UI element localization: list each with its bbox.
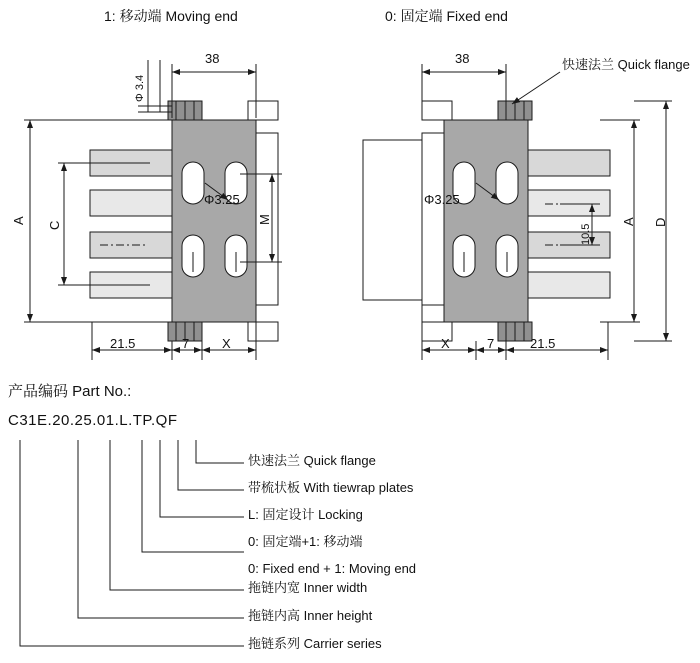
dim-label-x-left: X (222, 336, 231, 351)
dim-label-38-right: 38 (455, 51, 470, 66)
dim-label-phi34: Φ 3.4 (134, 74, 146, 102)
left-chain-links (90, 150, 175, 298)
partno-code: C31E.20.25.01.L.TP.QF (8, 412, 178, 429)
partno-leader-lines (20, 440, 244, 646)
dim-label-A-right: A (621, 217, 636, 226)
partno-legend-inner-width: 拖链内宽 Inner width (248, 580, 368, 595)
partno-legend-carrier-series: 拖链系列 Carrier series (248, 636, 382, 651)
dim-label-10-5: 10.5 (580, 223, 592, 245)
dim-label-x-right: X (441, 336, 450, 351)
callout-quick-flange: 快速法兰 Quick flange (562, 57, 690, 72)
dim-label-M: M (257, 214, 272, 225)
partno-legend-ends-cn: 0: 固定端+1: 移动端 (248, 534, 363, 549)
dim-label-offset-right: 21.5 (530, 336, 556, 351)
right-chain-links (525, 150, 610, 298)
partno-legend-tiewrap-plates: 带梳状板 With tiewrap plates (248, 480, 414, 495)
dim-label-phi325-left: Φ3.25 (204, 192, 240, 207)
partno-legend-ends-en: 0: Fixed end + 1: Moving end (248, 561, 417, 576)
dim-label-7-left: 7 (182, 336, 190, 351)
title-fixed-end: 0: 固定端 Fixed end (385, 8, 508, 24)
dim-label-C: C (47, 220, 62, 230)
dim-label-38-left: 38 (205, 51, 220, 66)
title-moving-end: 1: 移动端 Moving end (104, 8, 238, 24)
partno-heading: 产品编码 Part No.: (8, 383, 132, 400)
dim-label-phi325-right: Φ3.25 (424, 192, 460, 207)
dim-label-D: D (653, 217, 668, 227)
dim-label-A-left: A (11, 216, 26, 225)
dim-label-7-right: 7 (487, 336, 495, 351)
partno-legend-locking: L: 固定设计 Locking (248, 507, 363, 522)
partno-legend-quick-flange: 快速法兰 Quick flange (248, 453, 376, 468)
dim-label-offset-left: 21.5 (110, 336, 136, 351)
dim-C (58, 163, 150, 285)
partno-legend-inner-height: 拖链内高 Inner height (248, 608, 373, 623)
